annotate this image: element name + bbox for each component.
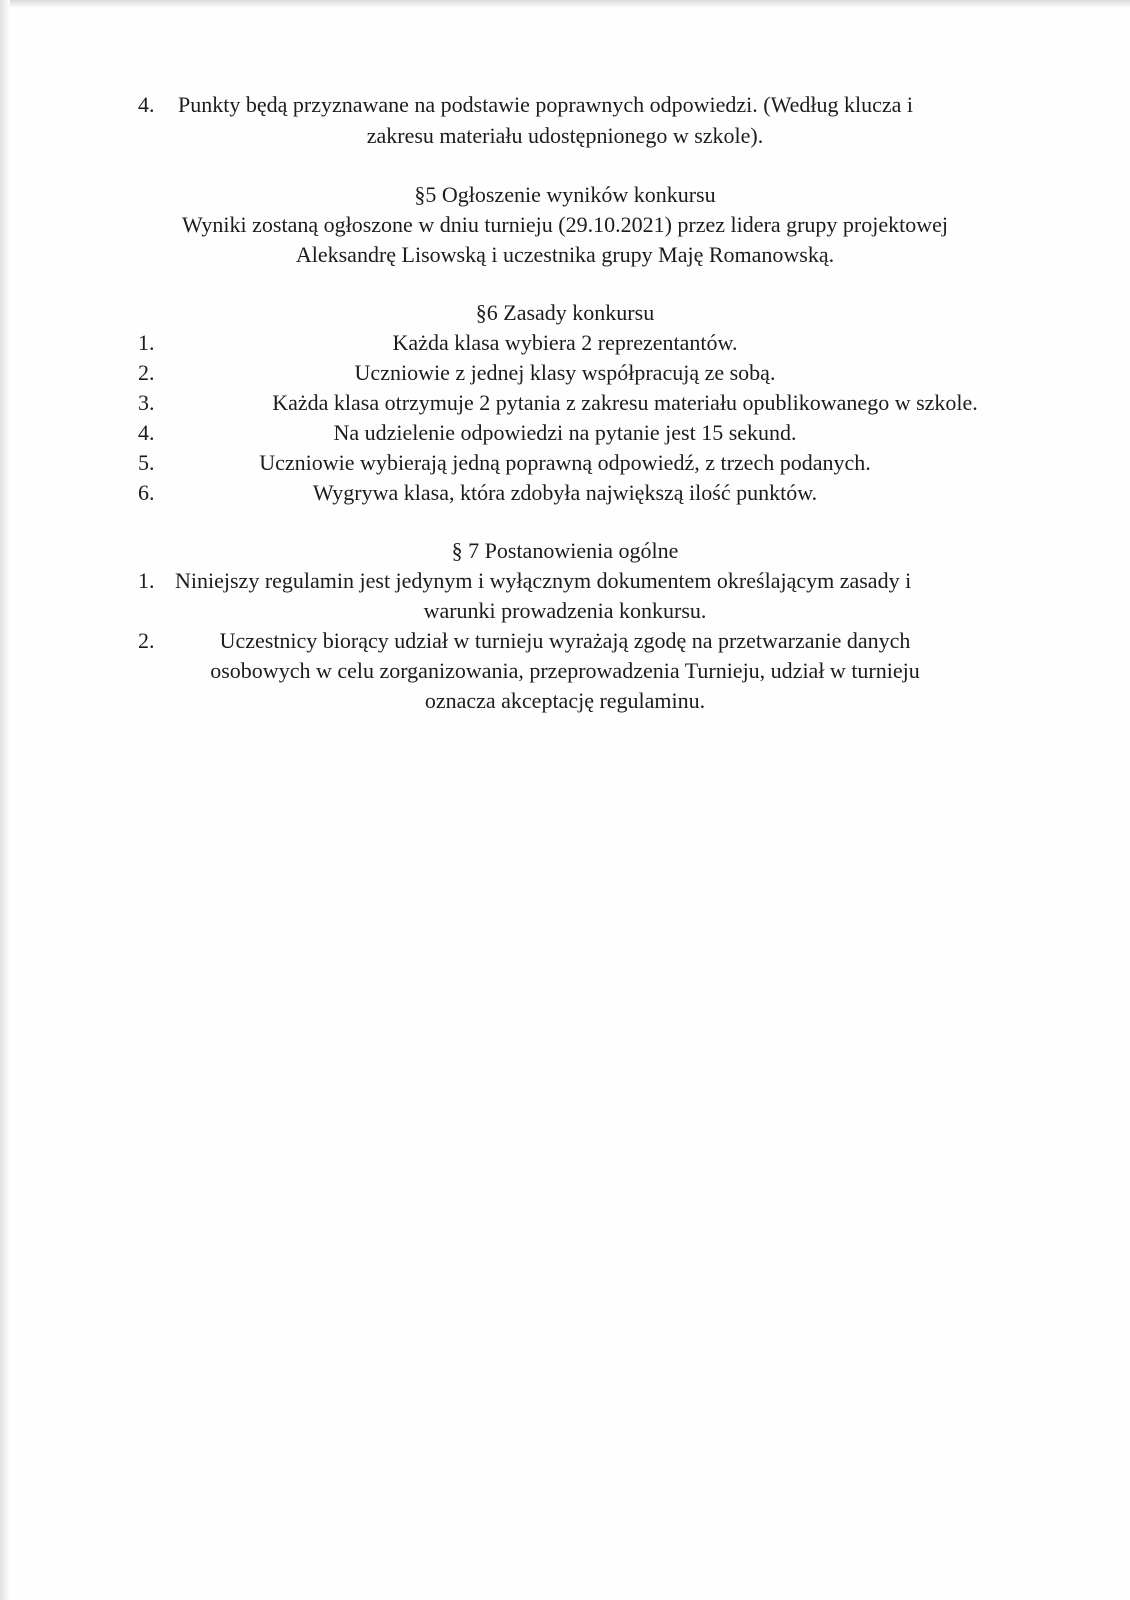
- list-item-number: 3.: [138, 390, 155, 415]
- list-item-text: osobowych w celu zorganizowania, przeprowadzenia Turnieju, udział w turnieju: [210, 658, 920, 683]
- list-item-number: 6.: [138, 480, 155, 505]
- section-heading: § 7 Postanowienia ogólne: [451, 538, 679, 563]
- scan-shadow-top: [0, 0, 1130, 8]
- list-item-text: Każda klasa wybiera 2 reprezentantów.: [392, 330, 738, 355]
- section-heading: §5 Ogłoszenie wyników konkursu: [414, 182, 716, 207]
- list-item-number: 2.: [138, 360, 155, 385]
- list-item-text: Niniejszy regulamin jest jedynym i wyłącznym dokumentem określającym zasady i: [175, 568, 912, 593]
- list-item-number: 1.: [138, 568, 155, 593]
- list-item-text: Na udzielenie odpowiedzi na pytanie jest 15 sekund.: [333, 420, 797, 445]
- list-item-number: 2.: [138, 628, 155, 653]
- list-item-text: Uczniowie wybierają jedną poprawną odpowiedź, z trzech podanych.: [259, 450, 871, 475]
- list-item-number: 4.: [138, 92, 155, 117]
- paragraph-line: Punkty będą przyznawane na podstawie poprawnych odpowiedzi. (Według klucza i: [178, 92, 913, 117]
- paragraph-line: Aleksandrę Lisowską i uczestnika grupy Maję Romanowską.: [295, 242, 835, 267]
- list-item-text: Uczniowie z jednej klasy współpracują ze sobą.: [354, 360, 776, 385]
- paragraph-line: Wyniki zostaną ogłoszone w dniu turnieju (29.10.2021) przez lidera grupy projektowej: [181, 212, 949, 237]
- list-item-text: warunki prowadzenia konkursu.: [423, 598, 707, 623]
- list-item-text: Wygrywa klasa, która zdobyła największą ilość punktów.: [312, 480, 818, 505]
- list-item-number: 1.: [138, 330, 155, 355]
- list-item-number: 5.: [138, 450, 155, 475]
- section-heading: §6 Zasady konkursu: [475, 300, 655, 325]
- list-item-text: Uczestnicy biorący udział w turnieju wyrażają zgodę na przetwarzanie danych: [219, 628, 911, 653]
- list-item-text: Każda klasa otrzymuje 2 pytania z zakresu materiału opublikowanego w szkole.: [272, 390, 978, 415]
- list-item-text: oznacza akceptację regulaminu.: [424, 688, 706, 713]
- list-item-number: 4.: [138, 420, 155, 445]
- paragraph-line: zakresu materiału udostępnionego w szkole).: [366, 123, 764, 148]
